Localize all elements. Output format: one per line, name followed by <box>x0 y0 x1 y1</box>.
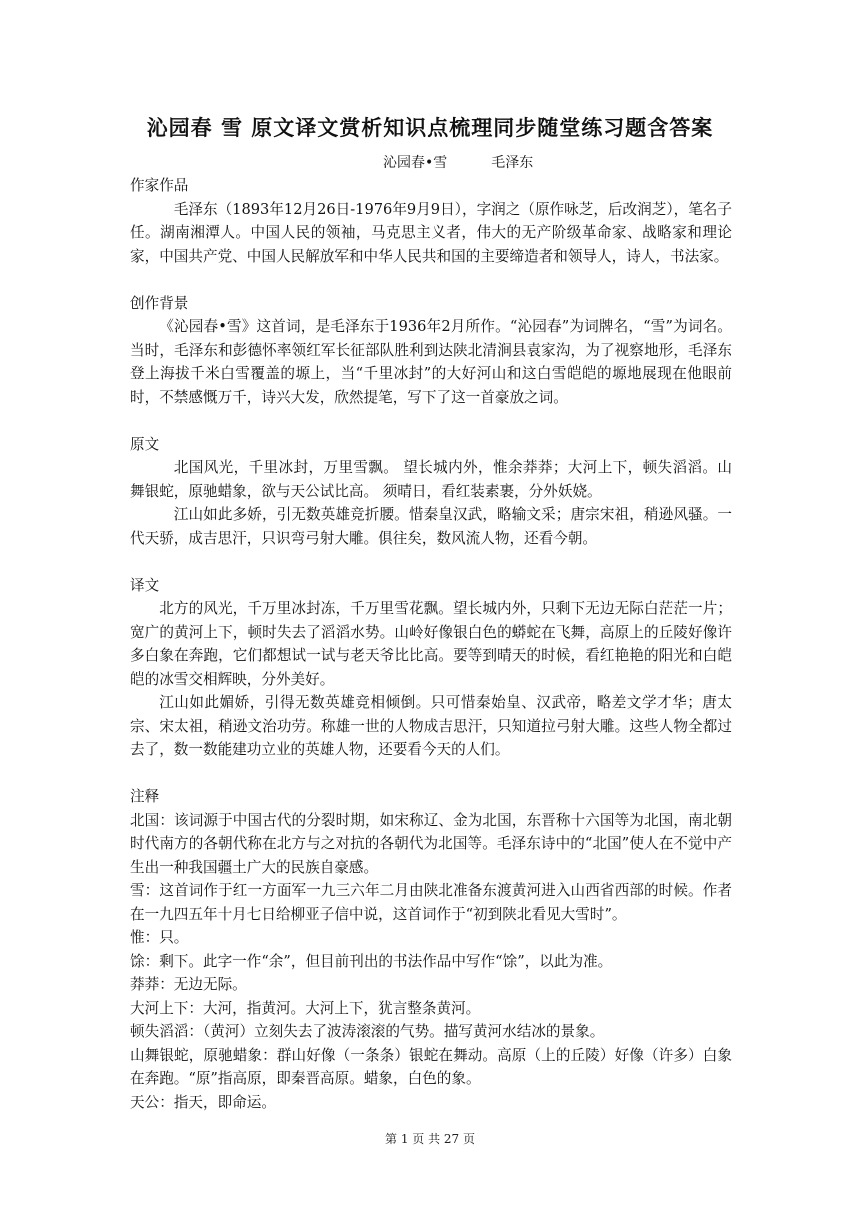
section-heading-background: 创作背景 <box>130 294 189 312</box>
note-item: 莽莽：无边无际。 <box>130 976 247 993</box>
section-heading-notes: 注释 <box>130 788 160 805</box>
note-item: 顿失滔滔：（黄河）立刻失去了波涛滚滚的气势。描写黄河水结冰的景象。 <box>130 1023 605 1040</box>
author-works-text: 毛泽东（1893年12月26日-1976年9月9日），字润之（原作咏芝，后改润芝），笔名子任。湖南湘潭人。中国人民的领袖，马克思主义者，伟大的无产阶级革命家、战略家和理论家，中国共产党、中国人民解放军和中华人民共和国的主要缔造者和领导人，诗人，书法家。 <box>130 200 732 265</box>
note-item: 山舞银蛇，原驰蜡象：群山好像（一条条）银蛇在舞动。高原（上的丘陵）好像（许多）白象在奔跑。“原”指高原，即秦晋高原。蜡象，白色的象。 <box>130 1046 732 1087</box>
poem-name: 沁园春•雪 <box>383 155 448 171</box>
note-item: 雪：这首词作于红一方面军一九三六年二月由陕北准备东渡黄河进入山西省西部的时候。作者在一九四五年十月七日给柳亚子信中说，这首词作于“初到陕北看见大雪时”。 <box>130 882 732 923</box>
note-item: 北国：该词源于中国古代的分裂时期，如宋称辽、金为北国，东晋称十六国等为北国，南北朝时代南方的各朝代称在北方与之对抗的各朝代为北国等。毛泽东诗中的“北国”使人在不觉中产生出一种我国疆土广大的民族自豪感。 <box>130 811 732 876</box>
document-body <box>130 174 732 1114</box>
poem-author: 毛泽东 <box>491 155 534 171</box>
section-heading-translation: 译文 <box>130 576 160 594</box>
section-heading-author-works: 作家作品 <box>130 177 189 194</box>
note-item: 天公：指天，即命运。 <box>130 1093 276 1111</box>
note-item: 惟：只。 <box>130 929 189 946</box>
note-item: 大河上下：大河，指黄河。大河上下，犹言整条黄河。 <box>130 999 481 1017</box>
page-footer: 第 1 页 共 27 页 <box>385 1132 475 1146</box>
background-text: 《沁园春•雪》这首词，是毛泽东于1936年2月所作。“沁园春”为词牌名，“雪”为词名。当时，毛泽东和彭德怀率领红军长征部队胜利到达陕北清涧县袁家沟，为了视察地形，毛泽东登上海拔千米白雪覆盖的塬上，当“千里冰封”的大好河山和这白雪皑皑的塬地展现在他眼前时，不禁感慨万千，诗兴大发，欣然提笔，写下了这一首豪放之词。 <box>130 318 732 406</box>
translation-para-1: 北方的风光，千万里冰封冻，千万里雪花飘。望长城内外，只剩下无边无际白茫茫一片；宽广的黄河上下，顿时失去了滔滔水势。山岭好像银白色的蟒蛇在飞舞，高原上的丘陵好像许多白象在奔跑，它们都想试一试与老天爷比比高。要等到晴天的时候，看红艳艳的阳光和白皑皑的冰雪交相辉映，分外美好。 <box>130 600 732 688</box>
poem-subtitle <box>383 152 533 172</box>
translation-para-2: 江山如此媚娇，引得无数英雄竞相倾倒。只可惜秦始皇、汉武帝，略差文学才华；唐太宗、宋太祖，稍逊文治功劳。称雄一世的人物成吉思汗，只知道拉弓射大雕。这些人物全都过去了，数一数能建功立业的英雄人物，还要看今天的人们。 <box>130 694 732 758</box>
original-para-2: 江山如此多娇，引无数英雄竞折腰。惜秦皇汉武，略输文采；唐宗宋祖，稍逊风骚。一代天骄，成吉思汗，只识弯弓射大雕。俱往矣，数风流人物，还看今朝。 <box>130 506 732 547</box>
section-heading-original: 原文 <box>130 435 160 453</box>
document-title: 沁园春 雪 原文译文赏析知识点梳理同步随堂练习题含答案 <box>146 115 714 140</box>
note-item: 馀：剩下。此字一作“余”，但目前刊出的书法作品中写作“馀”，以此为准。 <box>130 952 613 970</box>
original-para-1: 北国风光，千里冰封，万里雪飘。 望长城内外，惟余莽莽；大河上下，顿失滔滔。山舞银蛇，原驰蜡象，欲与天公试比高。 须晴日，看红装素裹，分外妖娆。 <box>130 459 732 500</box>
